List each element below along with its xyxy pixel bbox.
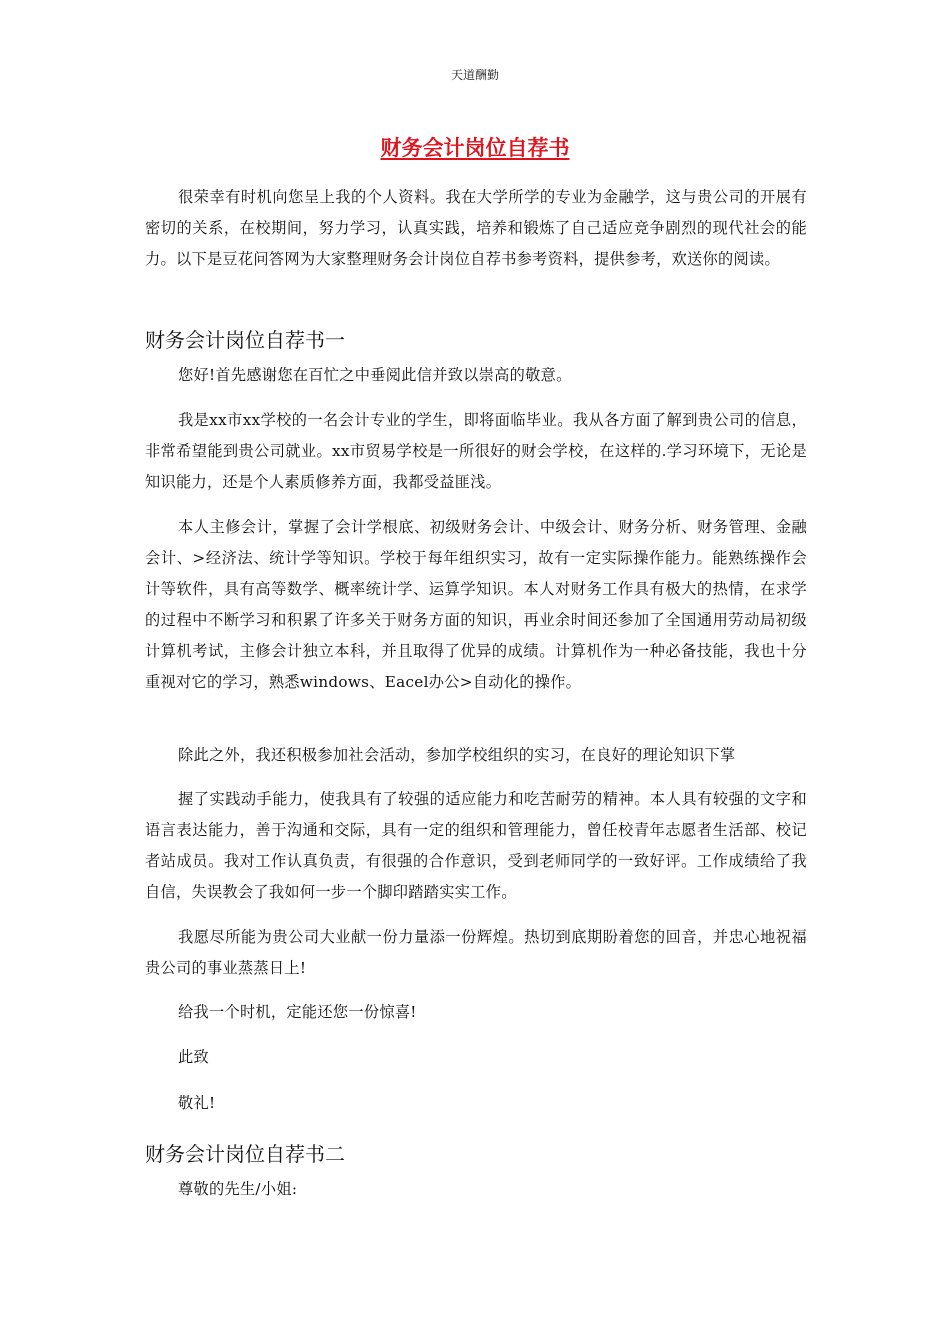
document-title: 财务会计岗位自荐书 — [380, 136, 570, 160]
section1-paragraph-2: 本人主修会计，掌握了会计学根底、初级财务会计、中级会计、财务分析、财务管理、金融会计、>经济法、统计学等知识。学校于每年组织实习，故有一定实际操作能力。能熟练操作会计等软件，具有高等数学、概率统计学、运算学知识。本人对财务工作具有极大的热情，在求学的过程中不断学习和积累了许多关于财务方面的知识，再业余时间还参加了全国通用劳动局初级计算机考试，主修会计独立本科，并且取得了优异的成绩。计算机作为一种必备技能，我也十分重视对它的学习，熟悉windows、Eacel办公>自动化的操作。 — [145, 518, 807, 691]
section1-greeting: 您好!首先感谢您在百忙之中垂阅此信并致以崇高的敬意。 — [178, 366, 572, 384]
intro-paragraph: 很荣幸有时机向您呈上我的个人资料。我在大学所学的专业为金融学，这与贵公司的开展有密切的关系，在校期间，努力学习，认真实践，培养和锻炼了自己适应竞争剧烈的现代社会的能力。以下是豆花问答网为大家整理财务会计岗位自荐书参考资料，提供参考，欢送你的阅读。 — [145, 188, 807, 268]
closing-salute: 敬礼! — [178, 1094, 216, 1112]
page-header: 天道酬勤 — [450, 68, 499, 82]
section-heading-2: 财务会计岗位自荐书二 — [145, 1142, 345, 1166]
section-heading-1: 财务会计岗位自荐书一 — [145, 328, 345, 352]
section1-paragraph-5: 我愿尽所能为贵公司大业献一份力量添一份辉煌。热切到底期盼着您的回音，并忠心地祝福贵公司的事业蒸蒸日上! — [145, 928, 807, 977]
section1-paragraph-1: 我是xx市xx学校的一名会计专业的学生，即将面临毕业。我从各方面了解到贵公司的信息，非常希望能到贵公司就业。xx市贸易学校是一所很好的财会学校，在这样的.学习环境下，无论是知识能力，还是个人素质修养方面，我都受益匪浅。 — [145, 411, 807, 491]
section2-greeting: 尊敬的先生/小姐: — [178, 1180, 298, 1198]
section1-paragraph-3: 除此之外，我还积极参加社会活动，参加学校组织的实习，在良好的理论知识下掌 — [178, 746, 736, 764]
closing-regards: 此致 — [178, 1048, 209, 1066]
section1-paragraph-6: 给我一个时机，定能还您一份惊喜! — [178, 1003, 417, 1021]
section1-paragraph-4: 握了实践动手能力，使我具有了较强的适应能力和吃苦耐劳的精神。本人具有较强的文字和语言表达能力，善于沟通和交际，具有一定的组织和管理能力，曾任校青年志愿者生活部、校记者站成员。我对工作认真负责，有很强的合作意识，受到老师同学的一致好评。工作成绩给了我自信，失误教会了我如何一步一个脚印踏踏实实工作。 — [145, 790, 807, 901]
